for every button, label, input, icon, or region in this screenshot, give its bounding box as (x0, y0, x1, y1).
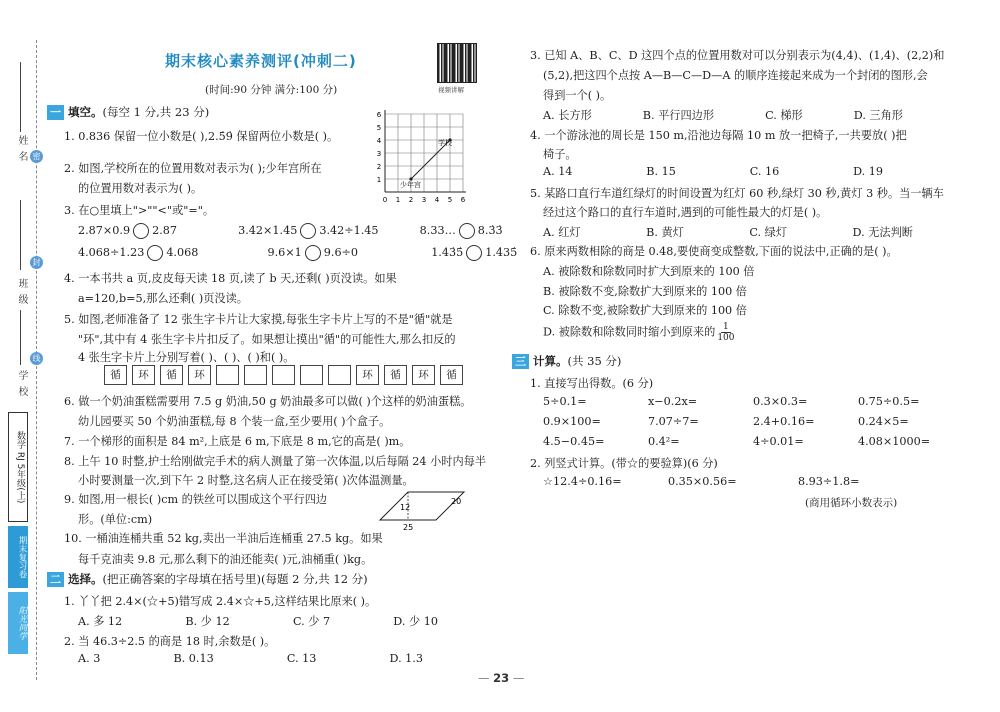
q1-8b: 小时要测量一次,到下午 2 时整,这名病人正在接受第( )次体温测量。 (78, 474, 414, 487)
compare-left: 2.87×0.9 (78, 224, 131, 237)
q1-2b: 的位置用数对表示为( )。 (78, 182, 203, 195)
compare-right: 9.6÷0 (323, 246, 359, 259)
compare-left: 4.068÷1.23 (78, 246, 145, 259)
compare-circle[interactable] (459, 223, 475, 239)
palace-label: 少年宫 (400, 181, 421, 189)
y-tick: 2 (376, 163, 382, 171)
section-3-number: 三 (512, 354, 529, 369)
name-line (20, 62, 21, 132)
option-a: A. 14 (543, 165, 573, 178)
q2-4b: 椅子。 (543, 148, 577, 161)
mental-row-1 (543, 395, 963, 408)
q2-2: 2. 当 46.3÷2.5 的商是 18 时,余数是( )。 (64, 635, 276, 648)
option-d-text: D. 被除数和除数同时缩小到原来的 (543, 325, 716, 339)
option-c: C. 绿灯 (749, 226, 788, 239)
option-a: A. 多 12 (78, 615, 123, 628)
compare-right: 3.42÷1.45 (319, 224, 379, 237)
compare-right: 1.4̇35̇ (485, 246, 518, 259)
q1-2a: 2. 如图,学校所在的位置用数对表示为( );少年宫所在 (64, 162, 322, 175)
q1-5b: "环",其中有 4 张生字卡片扣反了。如果想让摸出"循"的可能性大,那么扣反的 (78, 333, 456, 346)
q2-6: 6. 原来两数相除的商是 0.48,要使商变成整数,下面的说法中,正确的是( )。 (530, 245, 898, 258)
expr: 2.4+0.16= (753, 415, 815, 428)
q2-3-options (543, 107, 903, 123)
q1-3: 3. 在○里填上">""<"或"="。 (64, 204, 215, 217)
expr: 7.07÷7= (648, 415, 699, 428)
page-number: — 23 — (478, 671, 524, 685)
option-a: A. 长方形 (543, 109, 592, 122)
y-tick: 6 (376, 111, 382, 119)
q2-3b: (5,2),把这四个点按 A—B—C—D—A 的顺序连接起来成为一个封闭的图形,会 (543, 69, 928, 82)
card: 环 (412, 365, 435, 385)
card: 环 (188, 365, 211, 385)
class-line (20, 200, 21, 270)
card: 环 (356, 365, 379, 385)
calc-item: ☆12.4÷0.16= (543, 475, 622, 488)
option-a: A. 红灯 (543, 226, 581, 239)
school-line (20, 310, 21, 365)
school-label: 学校 (16, 370, 27, 402)
q3-1: 1. 直接写出得数。(6 分) (530, 377, 654, 390)
mental-row-2 (543, 415, 963, 428)
section-2-title: 选择。 (68, 572, 103, 586)
q2-5b: 经过这个路口的直行车道时,遇到的可能性最大的灯是( )。 (543, 206, 828, 219)
section-2-note: (把正确答案的字母填在括号里)(每题 2 分,共 12 分) (102, 572, 368, 586)
y-tick: 3 (376, 150, 382, 158)
character-cards (104, 365, 463, 385)
option-b: B. 少 12 (185, 615, 230, 628)
q2-4a: 4. 一个游泳池的周长是 150 m,沿池边每隔 10 m 放一把椅子,一共要放( )把 (530, 129, 907, 142)
expr: 0.75÷0.5= (858, 395, 920, 408)
q1-4a: 4. 一本书共 a 页,皮皮每天读 18 页,读了 b 天,还剩( )页没读。如果 (64, 272, 397, 285)
brand-tag: 阳光同学 (8, 592, 28, 654)
option-b: B. 0.13 (173, 652, 214, 665)
x-tick: 6 (460, 196, 466, 204)
section-2-header (47, 571, 368, 587)
denominator: 100 (717, 333, 735, 343)
q2-3a: 3. 已知 A、B、C、D 这四个点的位置用数对可以分别表示为(4,4)、(1,4)、(2,2)和 (530, 49, 945, 62)
slant-label: 20 (451, 497, 462, 506)
x-tick: 3 (421, 196, 427, 204)
q2-6-option-c: C. 除数不变,被除数扩大到原来的 100 倍 (543, 304, 747, 317)
q1-10b: 每千克油卖 9.8 元,那么剩下的油还能卖( )元,油桶重( )kg。 (78, 553, 373, 566)
fraction (717, 322, 734, 343)
card-face-down (328, 365, 351, 385)
page-title: 期末核心素养测评(冲刺二) (165, 52, 357, 70)
card-face-down (300, 365, 323, 385)
name-label: 姓名 (16, 135, 27, 167)
height-label: 12 (400, 503, 411, 512)
expr: 0.4²= (648, 435, 680, 448)
q2-6-option-a: A. 被除数和除数同时扩大到原来的 100 倍 (543, 265, 755, 278)
expr: 5÷0.1= (543, 395, 587, 408)
option-c: C. 少 7 (292, 615, 331, 628)
section-3-note: (共 35 分) (567, 354, 622, 368)
compare-circle[interactable] (305, 245, 321, 261)
compare-right: 8.3̇3̇ (477, 224, 503, 237)
card-face-down (272, 365, 295, 385)
seal-dot-1: 密 (30, 150, 43, 163)
option-a: A. 3 (78, 652, 101, 665)
section-1-note: (每空 1 分,共 23 分) (102, 105, 210, 119)
school-label: 学校 (438, 139, 452, 147)
section-1-header (47, 104, 209, 120)
option-b: B. 平行四边形 (642, 109, 715, 122)
card: 循 (384, 365, 407, 385)
option-b: B. 黄灯 (646, 226, 684, 239)
y-tick: 5 (376, 124, 382, 132)
seal-dot-2: 封 (30, 256, 43, 269)
option-d: D. 无法判断 (852, 226, 913, 239)
compare-right: 4.068 (166, 246, 199, 259)
compare-circle[interactable] (147, 245, 163, 261)
base-label: 25 (403, 523, 414, 532)
q1-4b: a=120,b=5,那么还剩( )页没读。 (78, 292, 248, 305)
compare-right: 2.87 (152, 224, 177, 237)
section-3-title: 计算。 (533, 354, 568, 368)
compare-left: 8.33… (419, 224, 456, 237)
q3-2: 2. 列竖式计算。(带☆的要验算)(6 分) (530, 457, 718, 470)
q3-2-note: (商用循环小数表示) (805, 497, 898, 509)
option-d: D. 19 (853, 165, 883, 178)
compare-left: 1.43̇5̇ (431, 246, 464, 259)
card-face-down (216, 365, 239, 385)
option-c: C. 16 (749, 165, 780, 178)
mental-row-3 (543, 435, 963, 448)
q1-8a: 8. 上午 10 时整,护士给刚做完手术的病人测量了第一次体温,以后每隔 24 小时内每半 (64, 455, 487, 468)
option-d: D. 三角形 (853, 109, 903, 122)
q1-9b: 形。(单位:cm) (78, 513, 153, 526)
qr-caption: 视频讲解 (438, 86, 464, 94)
calc-item: 0.35×0.56= (668, 475, 737, 488)
numerator: 1 (723, 322, 729, 332)
expr: 0.24×5= (858, 415, 909, 428)
option-d: D. 1.3 (389, 652, 423, 665)
section-1-title: 填空。 (68, 105, 103, 119)
q2-6-option-d (543, 322, 737, 343)
expr: 0.9×100= (543, 415, 601, 428)
compare-circle[interactable] (300, 223, 316, 239)
x-tick: 1 (395, 196, 401, 204)
page-subtitle: (时间:90 分钟 满分:100 分) (205, 84, 338, 96)
grade-box: 数学 RJ 5年级(上) (8, 412, 28, 522)
q1-9a: 9. 如图,用一根长( )cm 的铁丝可以围成这个平行四边 (64, 493, 328, 506)
q2-2-options (78, 652, 423, 665)
y-tick: 1 (376, 176, 382, 184)
x-tick: 5 (447, 196, 453, 204)
card-face-down (244, 365, 267, 385)
calc-item: 8.93÷1.8= (798, 475, 860, 488)
expr: 4÷0.01= (753, 435, 804, 448)
card: 循 (160, 365, 183, 385)
q2-6-option-b: B. 被除数不变,除数扩大到原来的 100 倍 (543, 285, 747, 298)
q2-5-options (543, 224, 913, 240)
compare-row-2 (78, 245, 517, 261)
parallelogram-figure (378, 488, 468, 533)
vertical-calc-row (543, 475, 923, 488)
compare-circle[interactable] (133, 223, 149, 239)
section-2-number: 二 (47, 572, 64, 587)
expr: 4.5−0.45= (543, 435, 605, 448)
q2-1-options (78, 613, 438, 629)
q1-6b: 幼儿园要买 50 个奶油蛋糕,每 8 个装一盒,至少要用( )个盒子。 (78, 415, 391, 428)
q1-6a: 6. 做一个奶油蛋糕需要用 7.5 g 奶油,50 g 奶油最多可以做( )个这样的奶油蛋糕。 (64, 395, 472, 408)
binding-strip (0, 0, 48, 712)
compare-circle[interactable] (466, 245, 482, 261)
card: 循 (440, 365, 463, 385)
q2-4-options (543, 165, 883, 178)
expr: x−0.2x= (648, 395, 698, 408)
card: 环 (132, 365, 155, 385)
review-tag: 期末复习卷 (8, 526, 28, 588)
section-1-number: 一 (47, 105, 64, 120)
option-c: C. 13 (286, 652, 317, 665)
q1-5c: 4 张生字卡片上分别写着( )、( )、( )和( )。 (78, 351, 295, 364)
card: 循 (104, 365, 127, 385)
qr-code-icon[interactable] (437, 43, 477, 83)
seal-dot-3: 线 (30, 352, 43, 365)
q1-7: 7. 一个梯形的面积是 84 m²,上底是 6 m,下底是 8 m,它的高是( )m。 (64, 435, 411, 448)
compare-left: 9.6×1 (267, 246, 302, 259)
q2-1: 1. 丫丫把 2.4×(☆+5)错写成 2.4×☆+5,这样结果比原来( )。 (64, 595, 377, 608)
expr: 4.08×1000= (858, 435, 931, 448)
q1-1: 1. 0.836 保留一位小数是( ),2.5̇9̇ 保留两位小数是( )。 (64, 130, 339, 143)
section-3-header (512, 353, 621, 369)
coordinate-grid (370, 106, 470, 206)
option-d: D. 少 10 (393, 615, 438, 628)
compare-row-1 (78, 223, 503, 239)
q2-3c: 得到一个( )。 (543, 89, 612, 102)
q1-5a: 5. 如图,老师准备了 12 张生字卡片让大家摸,每张生字卡片上写的不是"循"就是 (64, 313, 453, 326)
x-tick: 4 (434, 196, 440, 204)
expr: 0.3×0.3= (753, 395, 808, 408)
x-tick: 2 (408, 196, 414, 204)
q1-10a: 10. 一桶油连桶共重 52 kg,卖出一半油后连桶重 27.5 kg。如果 (64, 532, 383, 545)
y-tick: 4 (376, 137, 382, 145)
option-b: B. 15 (646, 165, 676, 178)
compare-left: 3.42×1.45 (238, 224, 298, 237)
q2-5a: 5. 某路口直行车道红绿灯的时间设置为红灯 60 秒,绿灯 30 秒,黄灯 3 秒。当一辆车 (530, 187, 944, 200)
option-c: C. 梯形 (765, 109, 803, 122)
class-label: 班级 (16, 278, 27, 310)
x-tick: 0 (382, 196, 388, 204)
